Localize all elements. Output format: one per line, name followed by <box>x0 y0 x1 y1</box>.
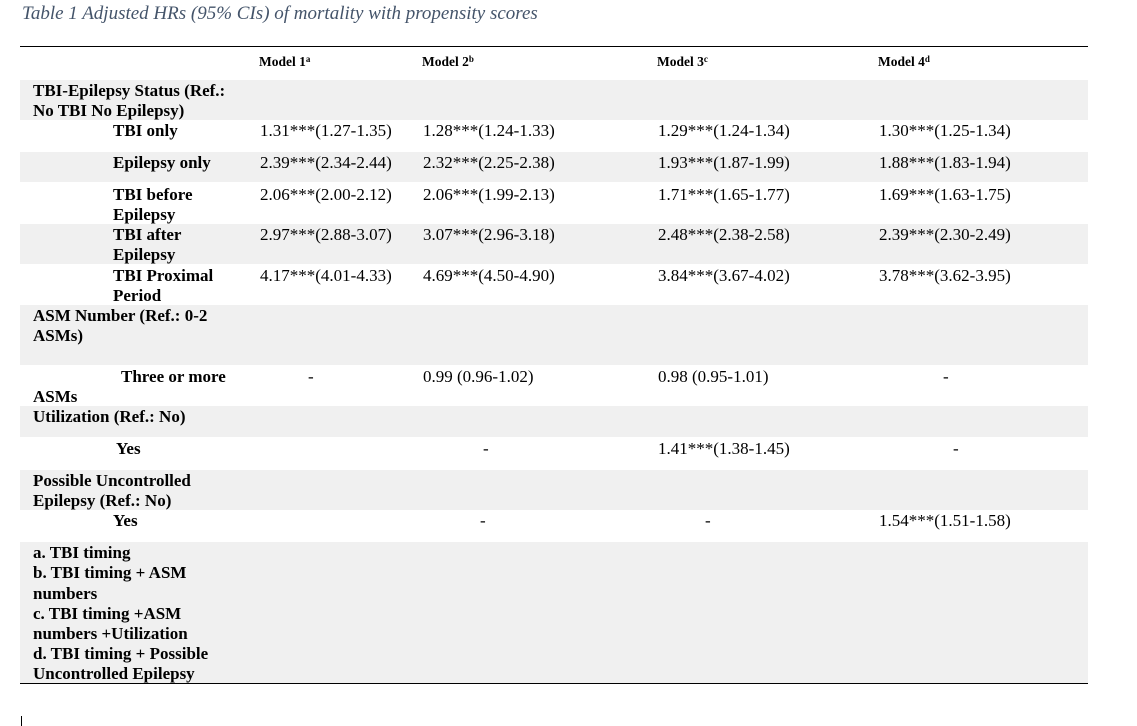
cell-model-2: - <box>483 439 489 458</box>
footnote-line: a. TBI timing <box>33 543 131 562</box>
row-label-tbi-before: TBI before <box>113 185 193 204</box>
cell-model-4: - <box>953 439 959 458</box>
cell-model-3: 1.29***(1.24-1.34) <box>658 121 790 140</box>
cell-model-1: 2.97***(2.88-3.07) <box>260 225 392 244</box>
margin-tick <box>21 716 22 726</box>
cell-model-3: 0.98 (0.95-1.01) <box>658 367 769 386</box>
footnote-line: c. TBI timing +ASM <box>33 604 182 623</box>
row-label-tbi-after-cont: Epilepsy <box>113 245 176 264</box>
cell-model-1: 4.17***(4.01-4.33) <box>260 266 392 285</box>
section-heading-utilization: Utilization (Ref.: No) <box>33 407 186 426</box>
row-label-epilepsy-only: Epilepsy only <box>113 153 211 172</box>
cell-model-1: - <box>308 367 314 386</box>
cell-model-4: 1.88***(1.83-1.94) <box>879 153 1011 172</box>
section-heading-tbi-epilepsy: TBI-Epilepsy Status (Ref.: <box>33 81 226 100</box>
cell-model-3: 3.84***(3.67-4.02) <box>658 266 790 285</box>
row-label-uncontrolled-yes: Yes <box>113 511 138 530</box>
footnote-line: numbers +Utilization <box>33 624 188 643</box>
section-heading-uncontrolled-cont: Epilepsy (Ref.: No) <box>33 491 172 510</box>
section-heading-asm-number-cont: ASMs) <box>33 326 84 345</box>
cell-model-1: 2.39***(2.34-2.44) <box>260 153 392 172</box>
cell-model-4: 1.30***(1.25-1.34) <box>879 121 1011 140</box>
section-heading-tbi-epilepsy-cont: No TBI No Epilepsy) <box>33 101 185 120</box>
cell-model-3: 1.41***(1.38-1.45) <box>658 439 790 458</box>
column-header-model-2: Model 2$^b$ <box>422 54 474 69</box>
section-heading-uncontrolled: Possible Uncontrolled <box>33 471 191 490</box>
column-header-model-4: Model 4$^d$ <box>878 54 930 69</box>
cell-model-4: - <box>943 367 949 386</box>
section-heading-asm-number: ASM Number (Ref.: 0-2 <box>33 306 208 325</box>
cell-model-2: 2.06***(1.99-2.13) <box>423 185 555 204</box>
row-label-tbi-after: TBI after <box>113 225 182 244</box>
cell-model-2: 0.99 (0.96-1.02) <box>423 367 534 386</box>
cell-model-2: 3.07***(2.96-3.18) <box>423 225 555 244</box>
cell-model-4: 2.39***(2.30-2.49) <box>879 225 1011 244</box>
row-label-tbi-only: TBI only <box>113 121 178 140</box>
footnote-line: d. TBI timing + Possible <box>33 644 209 663</box>
cell-model-3: 1.93***(1.87-1.99) <box>658 153 790 172</box>
column-header-model-3: Model 3$^c$ <box>657 54 708 69</box>
cell-model-2: 2.32***(2.25-2.38) <box>423 153 555 172</box>
cell-model-1: 1.31***(1.27-1.35) <box>260 121 392 140</box>
cell-model-1: 2.06***(2.00-2.12) <box>260 185 392 204</box>
cell-model-3: - <box>705 511 711 530</box>
row-label-tbi-proximal: TBI Proximal <box>113 266 214 285</box>
footnote-line: Uncontrolled Epilepsy <box>33 664 195 683</box>
cell-model-4: 1.69***(1.63-1.75) <box>879 185 1011 204</box>
row-label-tbi-before-cont: Epilepsy <box>113 205 176 224</box>
footnote-line: b. TBI timing + ASM <box>33 563 187 582</box>
cell-model-3: 1.71***(1.65-1.77) <box>658 185 790 204</box>
cell-model-2: 4.69***(4.50-4.90) <box>423 266 555 285</box>
cell-model-2: - <box>480 511 486 530</box>
cell-model-4: 1.54***(1.51-1.58) <box>879 511 1011 530</box>
table-caption: Table 1 Adjusted HRs (95% CIs) of mortality with propensity scores <box>22 3 538 24</box>
column-header-model-1: Model 1$^a$ <box>259 54 311 69</box>
row-label-three-or-more: Three or more <box>121 367 226 386</box>
cell-model-2: 1.28***(1.24-1.33) <box>423 121 555 140</box>
cell-model-3: 2.48***(2.38-2.58) <box>658 225 790 244</box>
footnote-line: numbers <box>33 584 98 603</box>
row-label-utilization-yes: Yes <box>116 439 141 458</box>
bottom-rule <box>20 683 1088 684</box>
row-label-three-or-more-cont: ASMs <box>33 387 78 406</box>
row-label-tbi-proximal-cont: Period <box>113 286 162 305</box>
cell-model-4: 3.78***(3.62-3.95) <box>879 266 1011 285</box>
top-rule <box>20 46 1088 47</box>
